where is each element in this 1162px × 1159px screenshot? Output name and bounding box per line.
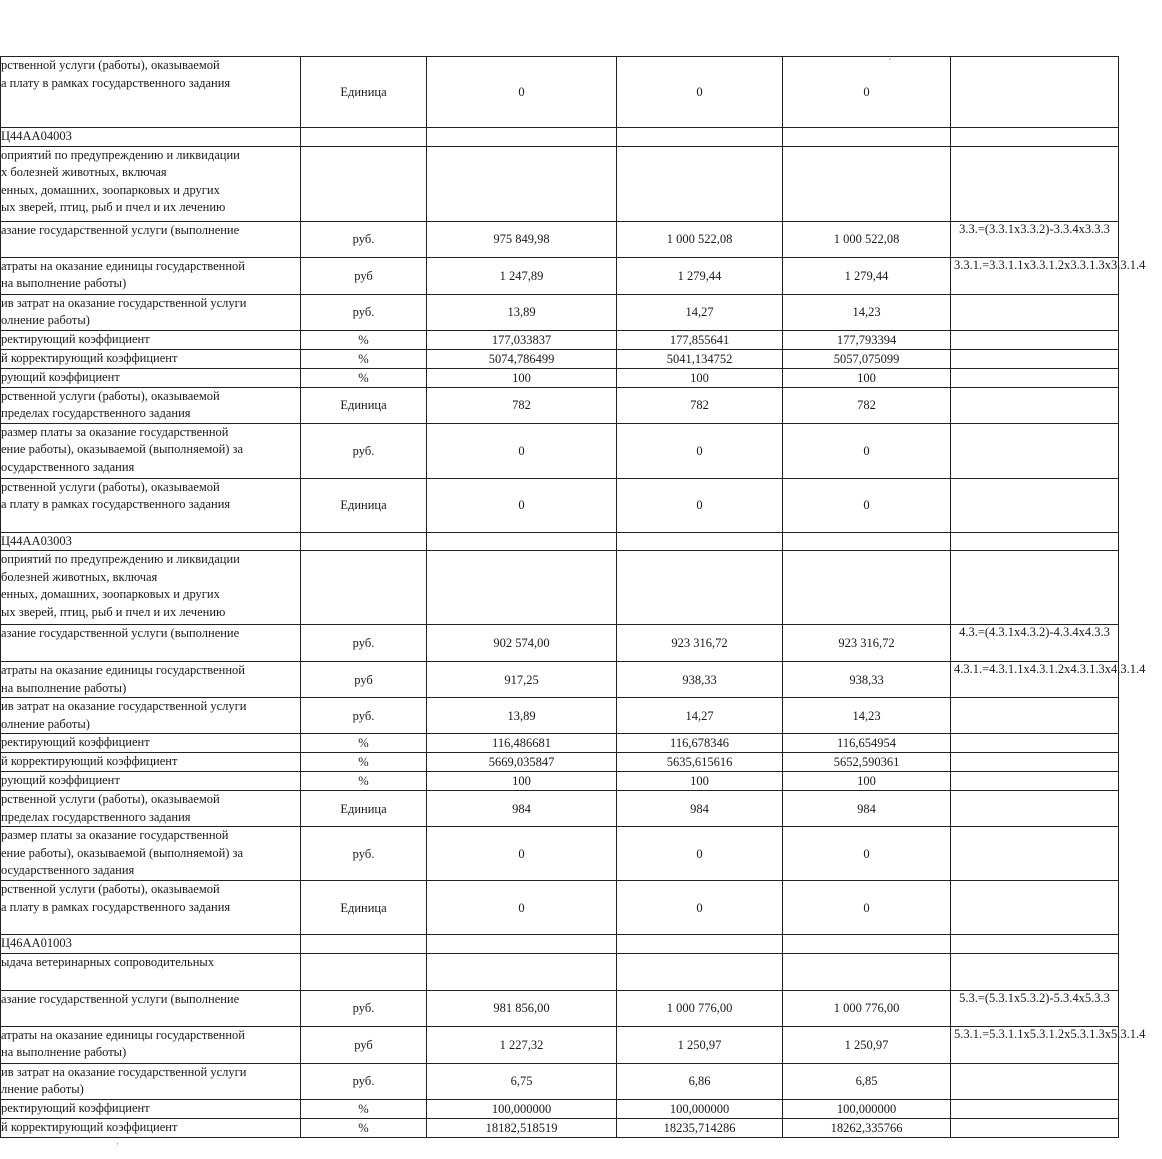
value-year-2-cell: 1 000 776,00: [617, 990, 783, 1026]
unit-cell: %: [301, 349, 427, 368]
value-year-3-cell: 14,23: [783, 294, 951, 330]
value-year-1-cell: 100,000000: [427, 1099, 617, 1118]
row-description: Ц44АА03003: [1, 532, 301, 551]
value-year-1-cell: 5669,035847: [427, 753, 617, 772]
formula-cell: 5.3.1.=5.3.1.1х5.3.1.2х5.3.1.3х5.3.1.4: [951, 1026, 1119, 1063]
unit-cell: [301, 953, 427, 990]
formula-cell: [951, 734, 1119, 753]
value-year-3-cell: 6,85: [783, 1063, 951, 1099]
row-description: Ц44АА04003: [1, 128, 301, 147]
value-year-2-cell: 14,27: [617, 294, 783, 330]
value-year-3-cell: 5057,075099: [783, 349, 951, 368]
value-year-3-cell: 0: [783, 478, 951, 532]
unit-cell: %: [301, 330, 427, 349]
row-description: й корректирующий коэффициент: [1, 753, 301, 772]
formula-cell: 4.3.1.=4.3.1.1х4.3.1.2х4.3.1.3х4.3.1.4: [951, 662, 1119, 698]
table-row: [1, 772, 1119, 791]
value-year-2-cell: 177,855641: [617, 330, 783, 349]
value-year-2-cell: 100: [617, 368, 783, 387]
unit-cell: [301, 532, 427, 551]
table-row: [1, 330, 1119, 349]
row-description: ив затрат на оказание государственной услуги олнение работы): [1, 294, 301, 330]
value-year-1-cell: 1 227,32: [427, 1026, 617, 1063]
unit-cell: руб.: [301, 625, 427, 662]
unit-cell: руб: [301, 257, 427, 294]
scan-mark: ˊ: [888, 58, 892, 69]
table-row: [1, 128, 1119, 147]
formula-cell: [951, 698, 1119, 734]
value-year-1-cell: 116,486681: [427, 734, 617, 753]
row-description: ректирующий коэффициент: [1, 1099, 301, 1118]
value-year-3-cell: 177,793394: [783, 330, 951, 349]
value-year-2-cell: 0: [617, 57, 783, 128]
value-year-3-cell: 984: [783, 791, 951, 827]
unit-cell: [301, 128, 427, 147]
formula-cell: [951, 349, 1119, 368]
value-year-1-cell: 18182,518519: [427, 1118, 617, 1137]
row-description: рственной услуги (работы), оказываемой пределах государственного задания: [1, 791, 301, 827]
row-description: рующий коэффициент: [1, 368, 301, 387]
value-year-3-cell: 14,23: [783, 698, 951, 734]
formula-cell: [951, 953, 1119, 990]
value-year-2-cell: 782: [617, 387, 783, 423]
formula-cell: [951, 1099, 1119, 1118]
unit-cell: руб.: [301, 827, 427, 881]
value-year-3-cell: 100: [783, 368, 951, 387]
value-year-2-cell: 14,27: [617, 698, 783, 734]
row-description: ректирующий коэффициент: [1, 734, 301, 753]
unit-cell: [301, 146, 427, 221]
table-row: [1, 662, 1119, 698]
row-description: азание государственной услуги (выполнение: [1, 990, 301, 1026]
row-description: рующий коэффициент: [1, 772, 301, 791]
table-row: [1, 827, 1119, 881]
value-year-3-cell: 1 000 522,08: [783, 221, 951, 257]
table-row: [1, 698, 1119, 734]
value-year-2-cell: 6,86: [617, 1063, 783, 1099]
table-row: [1, 753, 1119, 772]
unit-cell: Единица: [301, 791, 427, 827]
formula-cell: [951, 57, 1119, 128]
unit-cell: [301, 935, 427, 954]
row-description: оприятий по предупреждению и ликвидации х болезней животных, включая енных, домашних, зоопарковых и других ых зверей, птиц, рыб и пчел и их лечению: [1, 146, 301, 221]
value-year-1-cell: 0: [427, 827, 617, 881]
value-year-3-cell: [783, 953, 951, 990]
table-row: [1, 551, 1119, 625]
value-year-1-cell: 984: [427, 791, 617, 827]
unit-cell: руб.: [301, 423, 427, 478]
value-year-2-cell: 0: [617, 478, 783, 532]
formula-cell: 3.3.1.=3.3.1.1х3.3.1.2х3.3.1.3х3.3.1.4: [951, 257, 1119, 294]
value-year-2-cell: 938,33: [617, 662, 783, 698]
cost-calculation-table: [0, 56, 1146, 1138]
unit-cell: %: [301, 1099, 427, 1118]
row-description: рственной услуги (работы), оказываемой а плату в рамках государственного задания: [1, 478, 301, 532]
value-year-1-cell: 13,89: [427, 294, 617, 330]
value-year-3-cell: 1 250,97: [783, 1026, 951, 1063]
value-year-1-cell: [427, 532, 617, 551]
value-year-1-cell: 6,75: [427, 1063, 617, 1099]
table-row: [1, 1026, 1119, 1063]
row-description: размер платы за оказание государственной ение работы), оказываемой (выполняемой) за осударственного задания: [1, 423, 301, 478]
unit-cell: руб: [301, 662, 427, 698]
value-year-2-cell: [617, 935, 783, 954]
value-year-1-cell: 975 849,98: [427, 221, 617, 257]
unit-cell: Единица: [301, 478, 427, 532]
row-description: азание государственной услуги (выполнение: [1, 625, 301, 662]
value-year-3-cell: [783, 128, 951, 147]
value-year-2-cell: [617, 953, 783, 990]
table-row: [1, 990, 1119, 1026]
table-row: [1, 953, 1119, 990]
value-year-2-cell: 0: [617, 827, 783, 881]
formula-cell: [951, 881, 1119, 935]
value-year-1-cell: 177,033837: [427, 330, 617, 349]
formula-cell: [951, 368, 1119, 387]
table-row: [1, 625, 1119, 662]
value-year-2-cell: 100: [617, 772, 783, 791]
formula-cell: [951, 1118, 1119, 1137]
formula-cell: [951, 1063, 1119, 1099]
row-description: ив затрат на оказание государственной услуги лнение работы): [1, 1063, 301, 1099]
value-year-2-cell: 116,678346: [617, 734, 783, 753]
value-year-3-cell: 938,33: [783, 662, 951, 698]
formula-cell: [951, 423, 1119, 478]
value-year-2-cell: 0: [617, 881, 783, 935]
formula-cell: [951, 753, 1119, 772]
value-year-3-cell: 0: [783, 827, 951, 881]
formula-cell: 5.3.=(5.3.1х5.3.2)-5.3.4х5.3.3: [951, 990, 1119, 1026]
row-description: оприятий по предупреждению и ликвидации болезней животных, включая енных, домашних, зоопарковых и других ых зверей, птиц, рыб и пчел и их лечению: [1, 551, 301, 625]
table-row: [1, 294, 1119, 330]
value-year-3-cell: [783, 532, 951, 551]
row-description: ив затрат на оказание государственной услуги олнение работы): [1, 698, 301, 734]
value-year-1-cell: 0: [427, 478, 617, 532]
formula-cell: [951, 478, 1119, 532]
value-year-1-cell: 902 574,00: [427, 625, 617, 662]
table-row: [1, 349, 1119, 368]
value-year-1-cell: [427, 128, 617, 147]
table-row: [1, 57, 1119, 128]
value-year-1-cell: 0: [427, 881, 617, 935]
unit-cell: руб.: [301, 990, 427, 1026]
value-year-2-cell: 5635,615616: [617, 753, 783, 772]
unit-cell: руб.: [301, 221, 427, 257]
formula-cell: [951, 532, 1119, 551]
unit-cell: Единица: [301, 881, 427, 935]
table-row: [1, 368, 1119, 387]
row-description: атраты на оказание единицы государственной на выполнение работы): [1, 257, 301, 294]
value-year-3-cell: 0: [783, 57, 951, 128]
table-row: [1, 387, 1119, 423]
formula-cell: [951, 935, 1119, 954]
table-row: [1, 257, 1119, 294]
value-year-2-cell: 18235,714286: [617, 1118, 783, 1137]
value-year-3-cell: 100: [783, 772, 951, 791]
unit-cell: руб.: [301, 1063, 427, 1099]
value-year-2-cell: [617, 146, 783, 221]
row-description: Ц46АА01003: [1, 935, 301, 954]
unit-cell: [301, 551, 427, 625]
value-year-1-cell: 5074,786499: [427, 349, 617, 368]
unit-cell: руб: [301, 1026, 427, 1063]
row-description: размер платы за оказание государственной ение работы), оказываемой (выполняемой) за осударственного задания: [1, 827, 301, 881]
value-year-3-cell: [783, 146, 951, 221]
value-year-1-cell: 13,89: [427, 698, 617, 734]
row-description: ректирующий коэффициент: [1, 330, 301, 349]
row-description: азание государственной услуги (выполнение: [1, 221, 301, 257]
value-year-1-cell: 100: [427, 772, 617, 791]
table-row: [1, 935, 1119, 954]
unit-cell: руб.: [301, 294, 427, 330]
value-year-2-cell: 0: [617, 423, 783, 478]
table-body: [1, 57, 1146, 1138]
value-year-1-cell: 100: [427, 368, 617, 387]
value-year-3-cell: 5652,590361: [783, 753, 951, 772]
table-row: [1, 221, 1119, 257]
row-description: ыдача ветеринарных сопроводительных: [1, 953, 301, 990]
value-year-2-cell: 1 000 522,08: [617, 221, 783, 257]
table-row: [1, 146, 1119, 221]
value-year-2-cell: 100,000000: [617, 1099, 783, 1118]
table-row: [1, 1063, 1119, 1099]
value-year-1-cell: 782: [427, 387, 617, 423]
value-year-1-cell: [427, 935, 617, 954]
formula-cell: [951, 294, 1119, 330]
value-year-2-cell: 923 316,72: [617, 625, 783, 662]
value-year-2-cell: 1 250,97: [617, 1026, 783, 1063]
value-year-1-cell: 917,25: [427, 662, 617, 698]
value-year-3-cell: 116,654954: [783, 734, 951, 753]
scan-mark: ˌ: [116, 1134, 120, 1145]
unit-cell: %: [301, 734, 427, 753]
value-year-3-cell: 1 000 776,00: [783, 990, 951, 1026]
value-year-3-cell: [783, 935, 951, 954]
formula-cell: [951, 551, 1119, 625]
formula-cell: [951, 330, 1119, 349]
formula-cell: 3.3.=(3.3.1х3.3.2)-3.3.4х3.3.3: [951, 221, 1119, 257]
value-year-3-cell: 18262,335766: [783, 1118, 951, 1137]
unit-cell: руб.: [301, 698, 427, 734]
formula-cell: [951, 827, 1119, 881]
value-year-1-cell: [427, 146, 617, 221]
unit-cell: %: [301, 753, 427, 772]
value-year-3-cell: 0: [783, 881, 951, 935]
value-year-3-cell: [783, 551, 951, 625]
formula-cell: [951, 387, 1119, 423]
value-year-1-cell: 0: [427, 57, 617, 128]
table-row: [1, 423, 1119, 478]
value-year-2-cell: [617, 128, 783, 147]
unit-cell: Единица: [301, 387, 427, 423]
row-description: рственной услуги (работы), оказываемой а плату в рамках государственного задания: [1, 57, 301, 128]
value-year-1-cell: 981 856,00: [427, 990, 617, 1026]
row-description: й корректирующий коэффициент: [1, 1118, 301, 1137]
row-description: рственной услуги (работы), оказываемой а плату в рамках государственного задания: [1, 881, 301, 935]
formula-cell: [951, 146, 1119, 221]
value-year-3-cell: 1 279,44: [783, 257, 951, 294]
formula-cell: [951, 128, 1119, 147]
formula-cell: 4.3.=(4.3.1х4.3.2)-4.3.4х4.3.3: [951, 625, 1119, 662]
unit-cell: %: [301, 772, 427, 791]
value-year-1-cell: 1 247,89: [427, 257, 617, 294]
unit-cell: Единица: [301, 57, 427, 128]
table-row: [1, 532, 1119, 551]
row-description: рственной услуги (работы), оказываемой пределах государственного задания: [1, 387, 301, 423]
value-year-2-cell: 984: [617, 791, 783, 827]
row-description: атраты на оказание единицы государственной на выполнение работы): [1, 1026, 301, 1063]
formula-cell: [951, 772, 1119, 791]
row-description: й корректирующий коэффициент: [1, 349, 301, 368]
table-row: [1, 791, 1119, 827]
value-year-2-cell: 1 279,44: [617, 257, 783, 294]
table-row: [1, 881, 1119, 935]
value-year-2-cell: [617, 551, 783, 625]
value-year-2-cell: [617, 532, 783, 551]
unit-cell: %: [301, 368, 427, 387]
row-description: атраты на оказание единицы государственной на выполнение работы): [1, 662, 301, 698]
unit-cell: %: [301, 1118, 427, 1137]
value-year-3-cell: 100,000000: [783, 1099, 951, 1118]
value-year-3-cell: 0: [783, 423, 951, 478]
value-year-1-cell: [427, 551, 617, 625]
value-year-2-cell: 5041,134752: [617, 349, 783, 368]
table-row: [1, 1118, 1119, 1137]
value-year-1-cell: 0: [427, 423, 617, 478]
formula-cell: [951, 791, 1119, 827]
table-row: [1, 734, 1119, 753]
value-year-1-cell: [427, 953, 617, 990]
table-row: [1, 1099, 1119, 1118]
value-year-3-cell: 782: [783, 387, 951, 423]
value-year-3-cell: 923 316,72: [783, 625, 951, 662]
table-row: [1, 478, 1119, 532]
